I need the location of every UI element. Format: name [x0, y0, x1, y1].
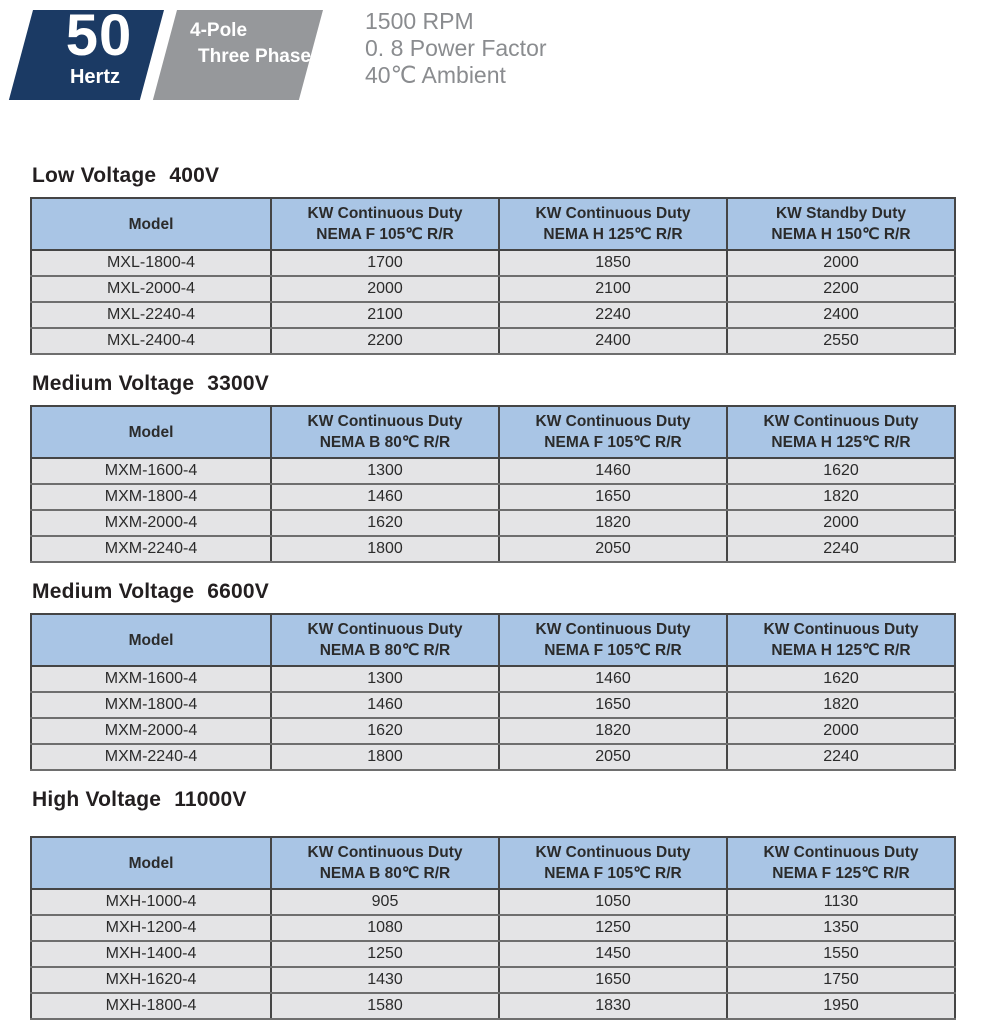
table-row	[31, 328, 955, 354]
kw-value-cell: 1080	[271, 915, 499, 941]
kw-value-cell: 2240	[727, 744, 955, 770]
kw-value-cell: 1250	[271, 941, 499, 967]
duty-column-header	[271, 406, 499, 458]
section-title	[32, 788, 956, 812]
kw-value-cell: 1820	[727, 484, 955, 510]
kw-value-cell: 2240	[499, 302, 727, 328]
column-header-line2: NEMA F 105℃ R/R	[544, 642, 682, 659]
kw-value-cell: 1620	[727, 666, 955, 692]
duty-column-header	[727, 406, 955, 458]
kw-value-cell: 2400	[727, 302, 955, 328]
model-cell: MXM-2240-4	[31, 744, 271, 770]
kw-value-cell: 1820	[499, 718, 727, 744]
table-row	[31, 276, 955, 302]
section-low-voltage-400v	[30, 164, 956, 355]
kw-value-cell: 2000	[727, 250, 955, 276]
kw-value-cell: 1950	[727, 993, 955, 1019]
table-row	[31, 718, 955, 744]
column-header-line1: Model	[128, 854, 174, 872]
duty-column-header	[727, 837, 955, 889]
kw-value-cell: 2000	[727, 510, 955, 536]
column-header-line1: KW Continuous Duty	[763, 621, 919, 638]
kw-value-cell: 1650	[499, 692, 727, 718]
rating-conditions	[365, 8, 547, 89]
kw-value-cell: 1050	[499, 889, 727, 915]
spec-line-power-factor: 0. 8 Power Factor	[365, 35, 547, 61]
column-header-line2: NEMA F 105℃ R/R	[316, 226, 454, 243]
model-cell: MXL-2400-4	[31, 328, 271, 354]
header-row	[31, 406, 955, 458]
column-header-line2: NEMA F 105℃ R/R	[544, 865, 682, 882]
kw-value-cell: 1800	[271, 744, 499, 770]
kw-value-cell: 2550	[727, 328, 955, 354]
column-header-line2: NEMA B 80℃ R/R	[319, 642, 451, 659]
kw-value-cell: 1460	[271, 484, 499, 510]
table-row	[31, 484, 955, 510]
table-row	[31, 889, 955, 915]
kw-value-cell: 2200	[727, 276, 955, 302]
table-row	[31, 993, 955, 1019]
header-row	[31, 198, 955, 250]
model-column-header	[31, 614, 271, 666]
kw-value-cell: 2050	[499, 536, 727, 562]
column-header-line2: NEMA B 80℃ R/R	[319, 434, 451, 451]
spec-table	[30, 197, 956, 355]
spec-table	[30, 405, 956, 563]
kw-value-cell: 2240	[727, 536, 955, 562]
table-row	[31, 941, 955, 967]
kw-value-cell: 1620	[271, 718, 499, 744]
section-title-label: Low Voltage	[32, 164, 157, 187]
model-cell: MXH-1620-4	[31, 967, 271, 993]
duty-column-header	[271, 198, 499, 250]
section-high-voltage-11000v	[30, 788, 956, 1020]
kw-value-cell: 1830	[499, 993, 727, 1019]
column-header-line2: NEMA H 125℃ R/R	[543, 226, 683, 243]
table-row	[31, 302, 955, 328]
kw-value-cell: 1820	[727, 692, 955, 718]
kw-value-cell: 1460	[271, 692, 499, 718]
column-header-line2: NEMA H 125℃ R/R	[771, 642, 911, 659]
kw-value-cell: 1300	[271, 458, 499, 484]
section-title	[32, 164, 956, 188]
phase-label: Three Phase	[198, 46, 311, 67]
section-title-label: High Voltage	[32, 788, 162, 811]
kw-value-cell: 1750	[727, 967, 955, 993]
kw-value-cell: 1300	[271, 666, 499, 692]
spec-table	[30, 836, 956, 1020]
model-column-header	[31, 198, 271, 250]
kw-value-cell: 1850	[499, 250, 727, 276]
column-header-line1: KW Continuous Duty	[535, 413, 691, 430]
kw-value-cell: 1430	[271, 967, 499, 993]
spec-line-ambient: 40℃ Ambient	[365, 62, 506, 88]
model-cell: MXM-1600-4	[31, 666, 271, 692]
kw-value-cell: 905	[271, 889, 499, 915]
kw-value-cell: 1450	[499, 941, 727, 967]
model-cell: MXM-1600-4	[31, 458, 271, 484]
kw-value-cell: 1550	[727, 941, 955, 967]
duty-column-header	[499, 198, 727, 250]
column-header-line1: Model	[128, 215, 174, 233]
kw-value-cell: 2000	[271, 276, 499, 302]
kw-value-cell: 1650	[499, 967, 727, 993]
table-row	[31, 666, 955, 692]
duty-column-header	[499, 837, 727, 889]
model-cell: MXM-1800-4	[31, 484, 271, 510]
section-voltage: 11000V	[174, 788, 247, 811]
model-column-header	[31, 406, 271, 458]
model-cell: MXM-2240-4	[31, 536, 271, 562]
spec-tables-container	[30, 164, 956, 1020]
section-medium-voltage-6600v	[30, 580, 956, 771]
kw-value-cell: 2000	[727, 718, 955, 744]
duty-column-header	[271, 837, 499, 889]
column-header-line2: NEMA F 105℃ R/R	[544, 434, 682, 451]
table-row	[31, 458, 955, 484]
kw-value-cell: 1460	[499, 458, 727, 484]
section-voltage: 3300V	[207, 372, 269, 395]
table-row	[31, 536, 955, 562]
kw-value-cell: 1250	[499, 915, 727, 941]
section-title-label: Medium Voltage	[32, 372, 195, 395]
pole-label: 4-Pole	[190, 20, 248, 41]
kw-value-cell: 1460	[499, 666, 727, 692]
column-header-line2: NEMA B 80℃ R/R	[319, 865, 451, 882]
ratings-banner	[0, 0, 985, 100]
column-header-line1: KW Continuous Duty	[535, 621, 691, 638]
model-cell: MXM-2000-4	[31, 718, 271, 744]
column-header-line2: NEMA H 125℃ R/R	[771, 434, 911, 451]
column-header-line1: KW Standby Duty	[775, 205, 907, 222]
model-cell: MXL-2000-4	[31, 276, 271, 302]
header-row	[31, 614, 955, 666]
model-cell: MXL-2240-4	[31, 302, 271, 328]
section-title	[32, 580, 956, 604]
table-row	[31, 692, 955, 718]
kw-value-cell: 1820	[499, 510, 727, 536]
column-header-line1: KW Continuous Duty	[535, 844, 691, 861]
kw-value-cell: 2200	[271, 328, 499, 354]
table-row	[31, 915, 955, 941]
section-voltage: 400V	[169, 164, 220, 187]
kw-value-cell: 1580	[271, 993, 499, 1019]
model-cell: MXM-1800-4	[31, 692, 271, 718]
table-row	[31, 744, 955, 770]
spec-table	[30, 613, 956, 771]
model-cell: MXL-1800-4	[31, 250, 271, 276]
spec-line-rpm: 1500 RPM	[365, 8, 474, 34]
section-title-label: Medium Voltage	[32, 580, 195, 603]
duty-column-header	[727, 614, 955, 666]
kw-value-cell: 1620	[727, 458, 955, 484]
kw-value-cell: 2100	[499, 276, 727, 302]
table-row	[31, 250, 955, 276]
model-cell: MXH-1000-4	[31, 889, 271, 915]
column-header-line1: KW Continuous Duty	[307, 844, 463, 861]
model-column-header	[31, 837, 271, 889]
column-header-line1: Model	[128, 423, 174, 441]
header-row	[31, 837, 955, 889]
section-voltage: 6600V	[207, 580, 269, 603]
section-medium-voltage-3300v	[30, 372, 956, 563]
model-cell: MXM-2000-4	[31, 510, 271, 536]
kw-value-cell: 1700	[271, 250, 499, 276]
column-header-line1: KW Continuous Duty	[535, 205, 691, 222]
column-header-line1: Model	[128, 631, 174, 649]
kw-value-cell: 2100	[271, 302, 499, 328]
kw-value-cell: 1620	[271, 510, 499, 536]
kw-value-cell: 2400	[499, 328, 727, 354]
duty-column-header	[727, 198, 955, 250]
column-header-line1: KW Continuous Duty	[763, 413, 919, 430]
column-header-line2: NEMA F 125℃ R/R	[772, 865, 910, 882]
table-row	[31, 510, 955, 536]
column-header-line1: KW Continuous Duty	[307, 621, 463, 638]
model-cell: MXH-1200-4	[31, 915, 271, 941]
column-header-line1: KW Continuous Duty	[307, 205, 463, 222]
column-header-line1: KW Continuous Duty	[307, 413, 463, 430]
table-row	[31, 967, 955, 993]
kw-value-cell: 1350	[727, 915, 955, 941]
column-header-line1: KW Continuous Duty	[763, 844, 919, 861]
section-title	[32, 372, 956, 396]
frequency-unit: Hertz	[69, 66, 120, 88]
column-header-line2: NEMA H 150℃ R/R	[771, 226, 911, 243]
kw-value-cell: 2050	[499, 744, 727, 770]
kw-value-cell: 1800	[271, 536, 499, 562]
kw-value-cell: 1650	[499, 484, 727, 510]
model-cell: MXH-1400-4	[31, 941, 271, 967]
duty-column-header	[499, 614, 727, 666]
frequency-value: 50	[65, 3, 133, 68]
kw-value-cell: 1130	[727, 889, 955, 915]
duty-column-header	[271, 614, 499, 666]
model-cell: MXH-1800-4	[31, 993, 271, 1019]
duty-column-header	[499, 406, 727, 458]
